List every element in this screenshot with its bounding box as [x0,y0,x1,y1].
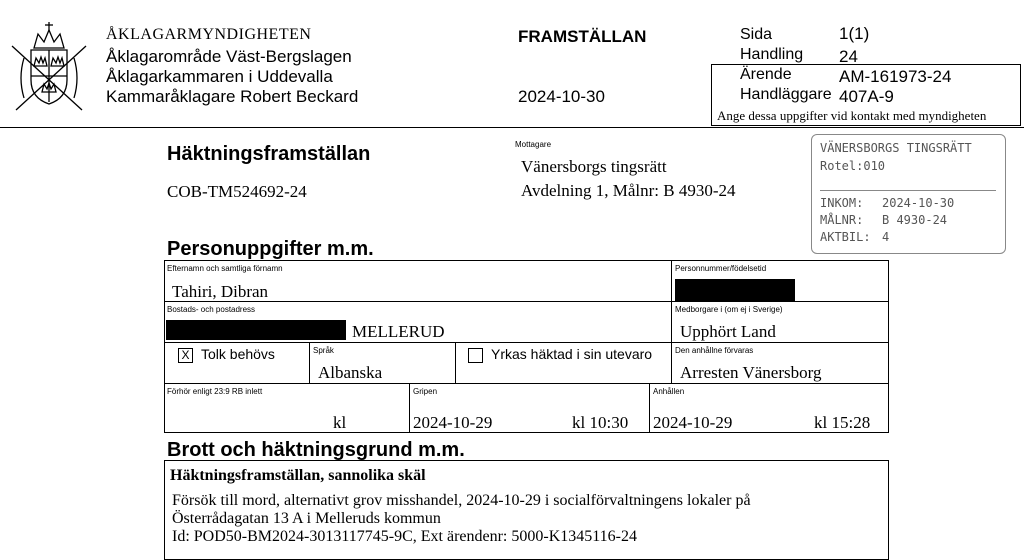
header-divider [0,127,1024,128]
tolk-label: Tolk behövs [201,346,275,362]
yrkas-check-mark [468,348,483,363]
stamp-inkom-value: 2024-10-30 [882,196,955,210]
stamp-rotel: Rotel:010 [820,159,886,173]
crime-subheading: Häktningsframställan, sannolika skäl [170,467,426,484]
page-title: Häktningsframställan [167,143,371,165]
recipient-label: Mottagare [515,140,552,149]
crime-line-3: Id: POD50-BM2024-3013117745-9C, Ext ärendenr: 5000-K1345116-24 [172,528,637,545]
prosecution-office: Åklagarkammaren i Uddevalla [106,67,333,86]
citizen-label: Medborgare i (om ej i Sverige) [675,305,783,314]
gripen-date: 2024-10-29 [413,413,493,432]
crime-line-2: Österrådagatan 13 A i Melleruds kommun [172,510,441,527]
handlaggare-label: Handläggare [740,86,832,103]
stamp-inkom-label: INKOM: [820,196,864,210]
arende-label: Ärende [740,66,792,83]
tolk-check-mark: X [178,348,193,363]
forvaras-value: Arresten Vänersborg [680,363,822,382]
agency-name: ÅKLAGARMYNDIGHETEN [106,26,312,43]
address-city: MELLERUD [352,322,445,341]
case-id: COB-TM524692-24 [167,182,307,201]
row-divider [164,342,889,343]
stamp-malnr-label: MÅLNR: [820,213,864,227]
yrkas-label: Yrkas häktad i sin utevaro [491,346,653,362]
crime-line-1: Försök till mord, alternativt grov misshandel, 2024-10-29 i socialförvaltningens lokaler på [172,492,751,509]
col-divider [455,342,456,383]
anhallen-label: Anhållen [653,387,685,396]
recipient-court: Vänersborgs tingsrätt [521,157,667,176]
redacted-personnummer [675,279,795,301]
handling-value: 24 [839,47,858,66]
stamp-aktbil-label: AKTBIL: [820,230,871,244]
gripen-time: kl 10:30 [572,413,629,432]
sprak-label: Språk [313,346,334,355]
arende-value: AM-161973-24 [839,67,952,86]
tolk-checkbox[interactable] [178,346,275,363]
personal-heading: Personuppgifter m.m. [167,238,374,260]
name-value: Tahiri, Dibran [172,282,269,301]
col-divider [649,383,650,433]
stamp-malnr-value: B 4930-24 [882,213,948,227]
yrkas-checkbox[interactable] [468,346,652,363]
sida-value: 1(1) [839,24,870,43]
prosecution-area: Åklagarområde Väst-Bergslagen [106,47,352,66]
anhallen-date: 2024-10-29 [653,413,733,432]
row-divider [164,301,889,302]
prosecutor-name: Kammaråklagare Robert Beckard [106,87,359,106]
stamp-divider [820,190,996,191]
col-divider [671,260,672,383]
redacted-address [166,320,346,340]
citizen-value: Upphört Land [680,322,776,341]
crime-heading: Brott och häktningsgrund m.m. [167,439,465,461]
forhor-kl: kl [333,413,347,432]
col-divider [409,383,410,433]
crown-logo [4,18,94,116]
document-date: 2024-10-30 [518,87,605,106]
stamp-court: VÄNERSBORGS TINGSRÄTT [820,141,972,155]
gripen-label: Gripen [413,387,438,396]
sida-label: Sida [740,26,773,43]
forvaras-label: Den anhållne förvaras [675,346,754,355]
stamp-aktbil-value: 4 [882,230,890,244]
handlaggare-value: 407A-9 [839,87,894,106]
col-divider [309,342,310,383]
handling-label: Handling [740,46,804,63]
row-divider [164,383,889,384]
forhor-label: Förhör enligt 23:9 RB inlett [167,387,263,396]
document-type: FRAMSTÄLLAN [518,27,647,46]
contact-note: Ange dessa uppgifter vid kontakt med myndigheten [717,108,987,123]
recipient-division: Avdelning 1, Målnr: B 4930-24 [521,181,736,200]
anhallen-time: kl 15:28 [814,413,871,432]
address-label: Bostads- och postadress [167,305,256,314]
sprak-value: Albanska [318,363,383,382]
name-label: Efternamn och samtliga förnamn [167,264,283,273]
pnr-label: Personnummer/födelsetid [675,264,767,273]
